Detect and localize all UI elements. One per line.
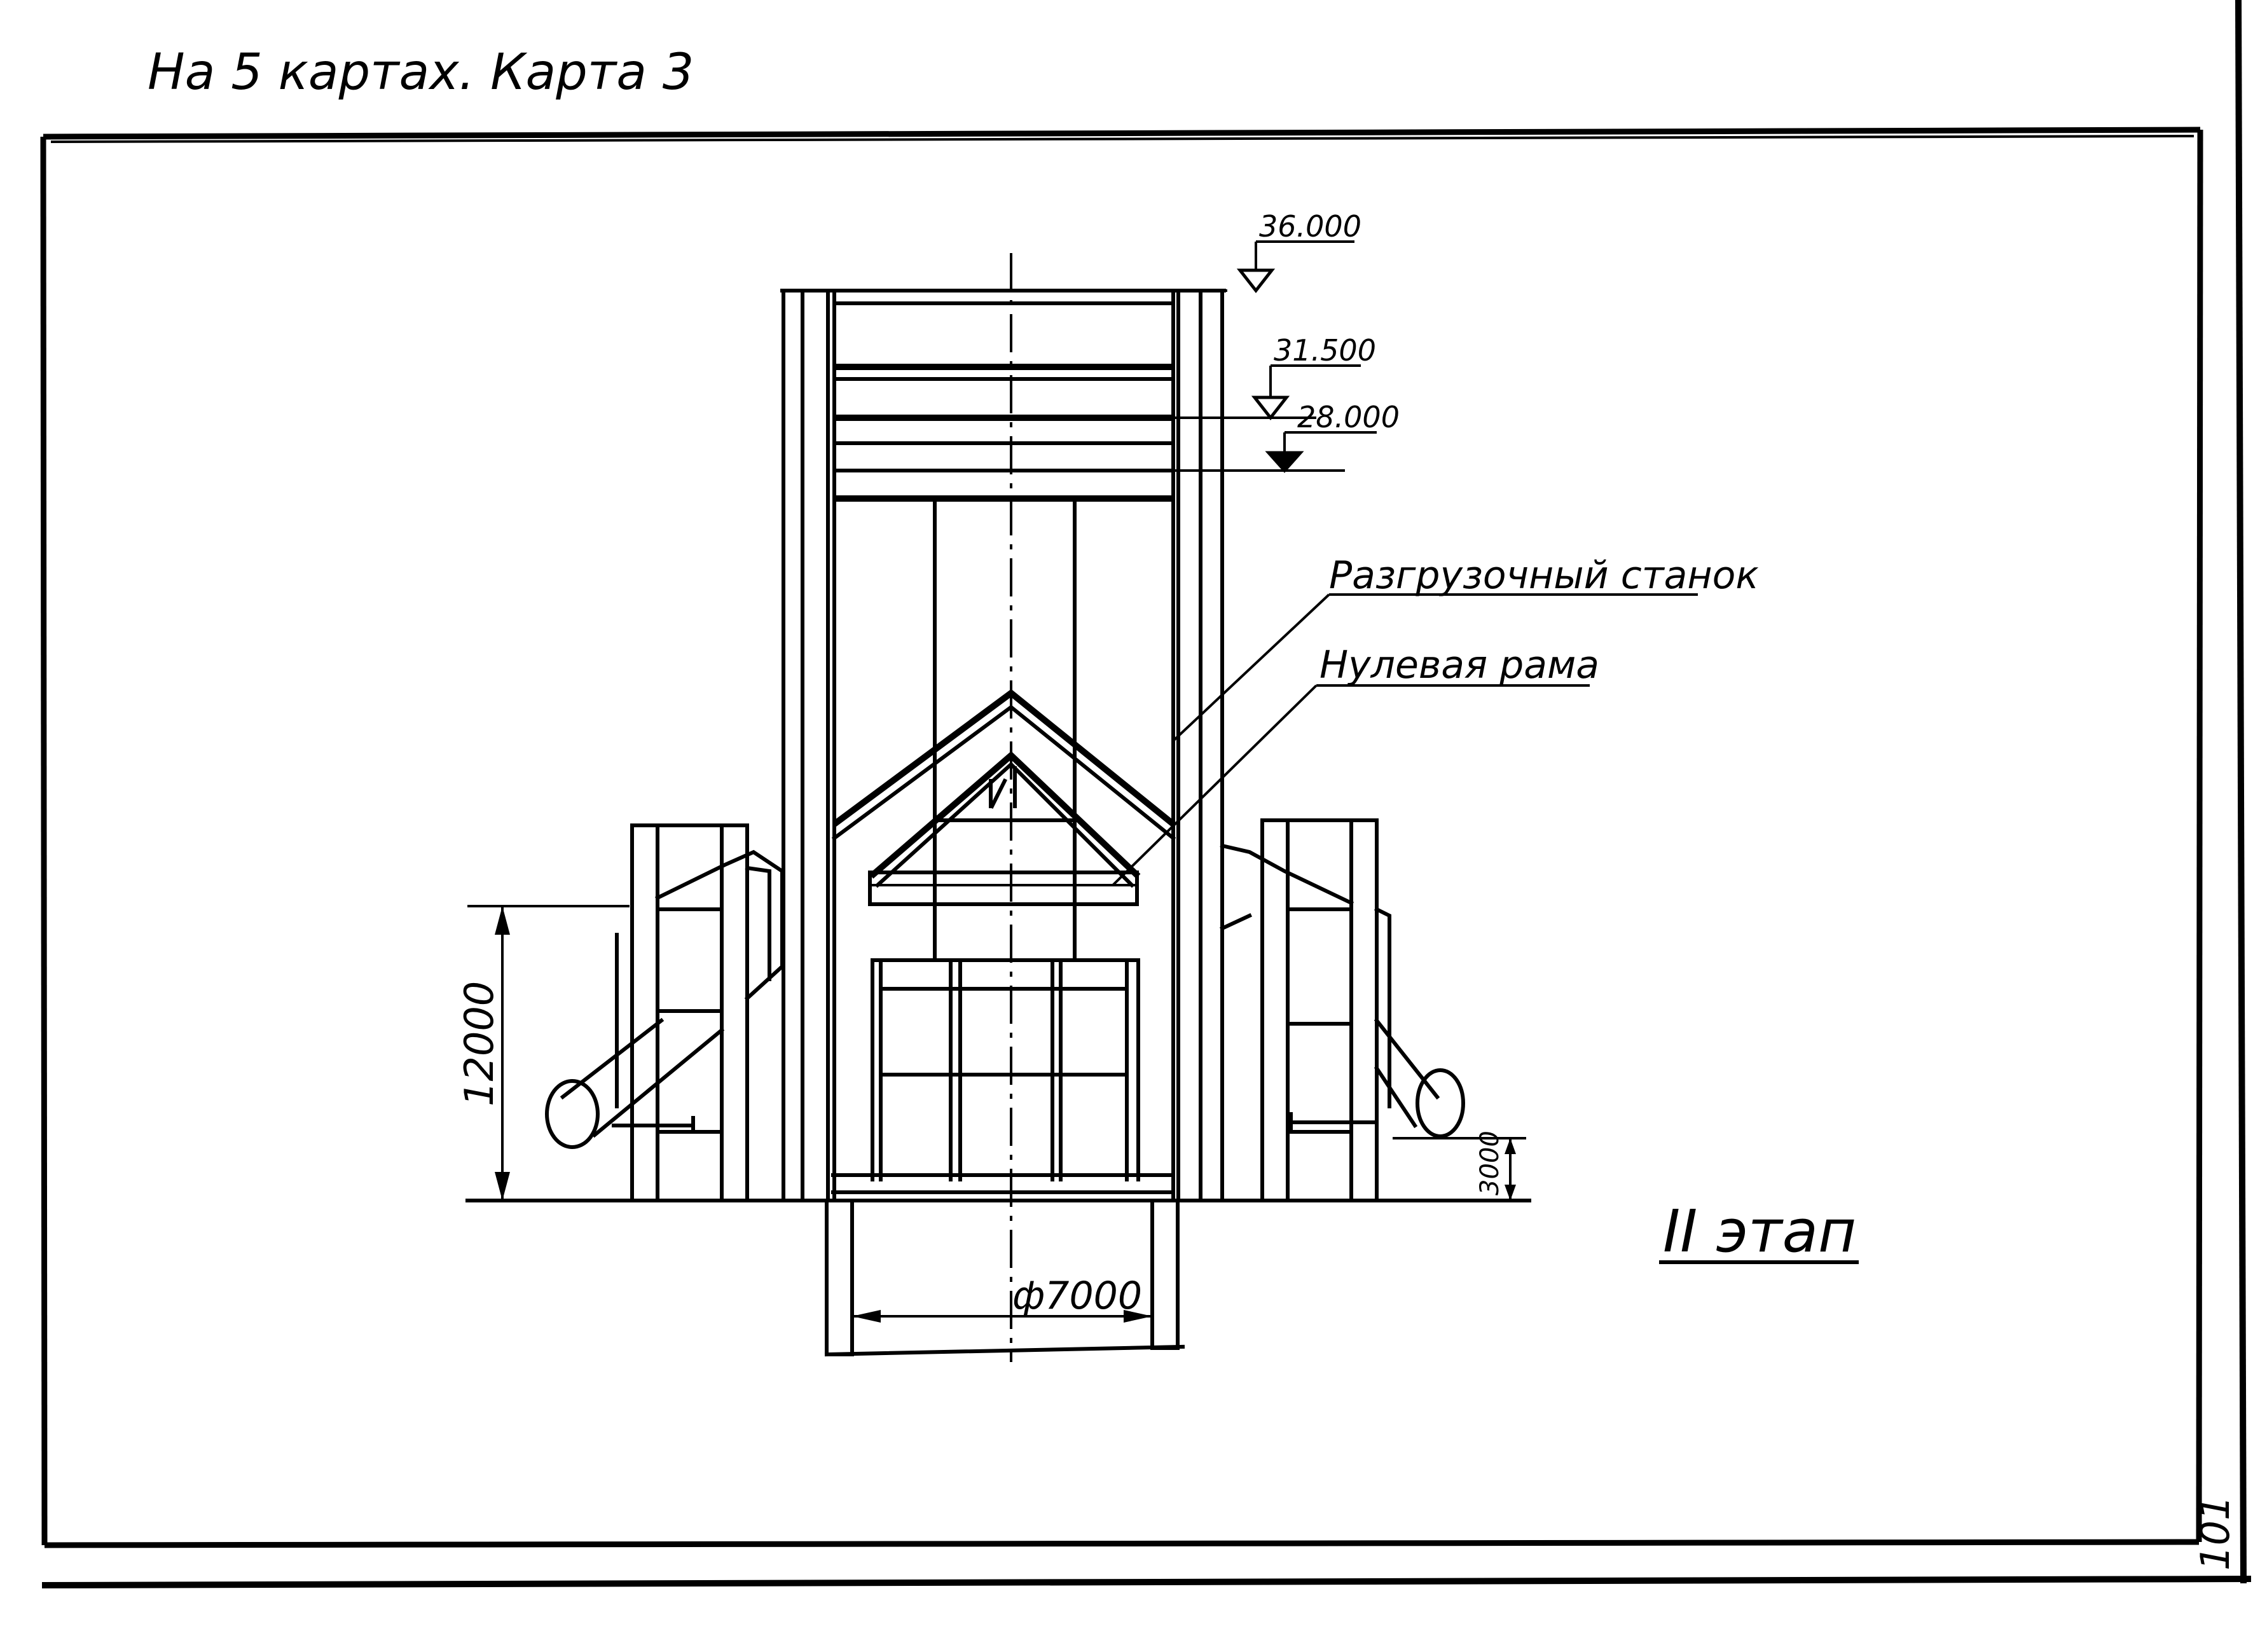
sheet-header: На 5 картах. Карта 3: [148, 44, 694, 101]
elevation-triangle-36: [1240, 270, 1272, 291]
stage-label-text: II этап: [1663, 1197, 1857, 1265]
dimension-label-diameter: ф7000: [1012, 1274, 1142, 1318]
unloading-frame-roof: [834, 693, 1173, 885]
elevation-triangle-31500: [1255, 397, 1286, 418]
dimension-diameter: [852, 1274, 1152, 1323]
dimension-label-3000: 3000: [1475, 1131, 1505, 1195]
label-zero-frame: Нулевая рама: [1319, 643, 1600, 687]
dimension-12000: [456, 906, 630, 1201]
callouts: [1113, 553, 1759, 885]
dimension-3000: [1393, 1131, 1526, 1201]
elevation-label-31500: 31.500: [1274, 333, 1376, 368]
page-number: 101: [2192, 1495, 2238, 1571]
elevation-marks: [1173, 209, 1400, 471]
zero-frame-beam: [870, 872, 1137, 904]
elevation-label-36000: 36.000: [1259, 209, 1361, 244]
elevation-triangle-28000: [1269, 453, 1300, 471]
stage-label: [1661, 1197, 1857, 1265]
dimension-label-12000: 12000: [456, 981, 502, 1106]
label-unloading-frame: Разгрузочный станок: [1329, 553, 1759, 598]
elevation-label-28000: 28.000: [1297, 400, 1400, 434]
left-drum-assembly: [547, 825, 782, 1201]
lower-bay: [833, 960, 1173, 1192]
headframe-tower: [782, 291, 1224, 1201]
right-drum-assembly: [1222, 820, 1463, 1201]
